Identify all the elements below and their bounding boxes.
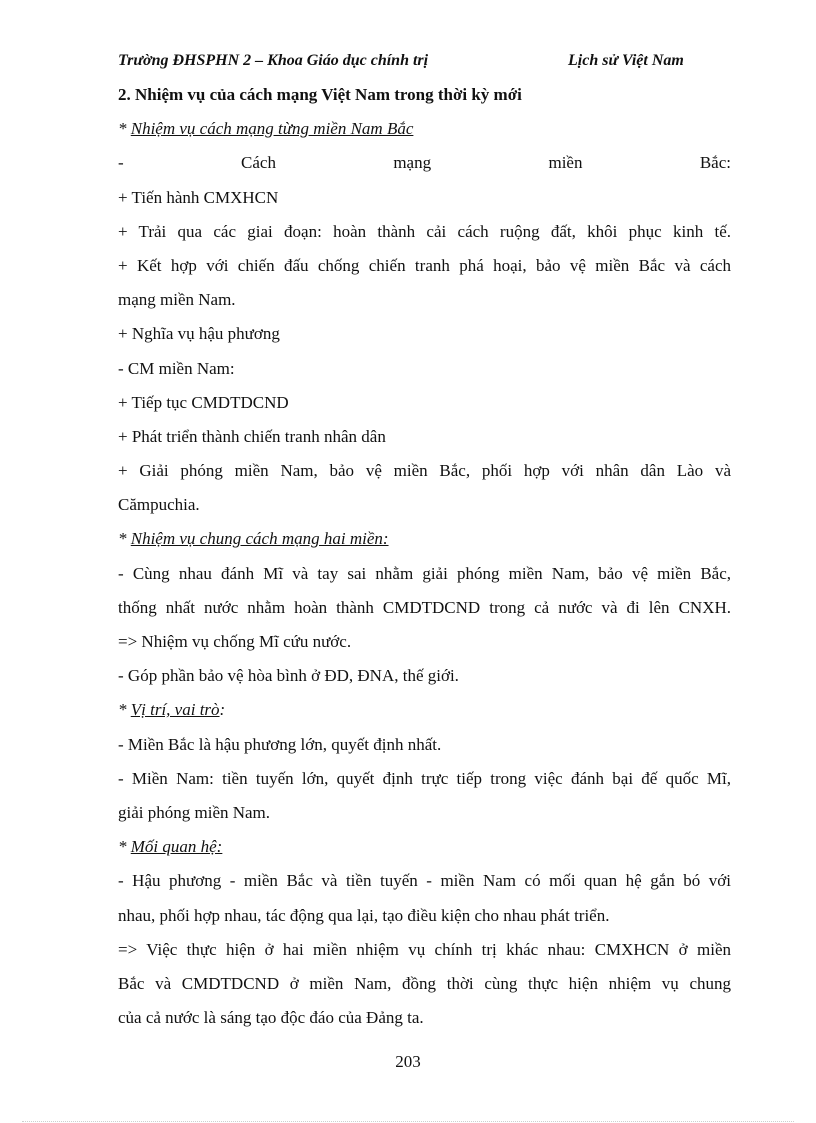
text-line: - Góp phần bảo vệ hòa bình ở ĐD, ĐNA, thế giới. xyxy=(118,666,459,686)
subheading-text: Nhiệm vụ chung cách mạng hai miền: xyxy=(130,529,389,549)
text-line: giải phóng miền Nam. xyxy=(118,802,271,822)
page-body xyxy=(118,78,731,1035)
text-line: + Trải qua các giai đoạn: hoàn thành cải cách ruộng đất, khôi phục kinh tế. xyxy=(118,221,731,241)
running-header-right: Lịch sử Việt Nam xyxy=(568,52,684,69)
bullet-star: * xyxy=(118,837,131,857)
page-bottom-divider xyxy=(22,1121,794,1122)
subheading-text: Mối quan hệ: xyxy=(130,837,223,857)
bullet-star: * xyxy=(118,119,131,139)
subheading-colon: : xyxy=(219,700,226,720)
running-header-left: Trường ĐHSPHN 2 – Khoa Giáo dục chính trị xyxy=(118,52,429,69)
text-line: - CM miền Nam: xyxy=(118,358,235,378)
section-title: 2. Nhiệm vụ của cách mạng Việt Nam trong thời kỳ mới xyxy=(118,85,522,104)
subheading-text: Vị trí, vai trò xyxy=(130,700,220,720)
text-line: + Giải phóng miền Nam, bảo vệ miền Bắc, phối hợp với nhân dân Lào và xyxy=(118,461,731,481)
subheading-relationship xyxy=(118,830,731,864)
text-line: + Phát triển thành chiến tranh nhân dân xyxy=(118,426,386,446)
text-line: mạng miền Nam. xyxy=(118,290,236,310)
subheading-regional-tasks xyxy=(118,112,731,146)
text-line: thống nhất nước nhằm hoàn thành CMDTDCND trong cả nước và đi lên CNXH. xyxy=(118,597,731,617)
text-line: nhau, phối hợp nhau, tác động qua lại, tạo điều kiện cho nhau phát triển. xyxy=(118,905,610,925)
text-line: của cả nước là sáng tạo độc đáo của Đảng ta. xyxy=(118,1008,424,1028)
subheading-position-role xyxy=(118,693,731,727)
text-line: Bắc và CMDTDCND ở miền Nam, đồng thời cùng thực hiện nhiệm vụ chung xyxy=(118,973,731,993)
bullet-star: * xyxy=(118,529,131,549)
text-line: - Hậu phương - miền Bắc và tiền tuyến - miền Nam có mối quan hệ gắn bó với xyxy=(118,871,731,891)
bullet-star: * xyxy=(118,700,131,720)
text-line: + Kết hợp với chiến đấu chống chiến tranh phá hoại, bảo vệ miền Bắc và cách xyxy=(118,255,731,275)
page-number: 203 xyxy=(395,1052,421,1071)
text-line: - Miền Nam: tiền tuyến lớn, quyết định trực tiếp trong việc đánh bại đế quốc Mĩ, xyxy=(118,768,731,788)
text-line: + Tiến hành CMXHCN xyxy=(118,187,279,207)
text-line: Cămpuchia. xyxy=(118,495,200,515)
text-line: - Cách mạng miền Bắc: xyxy=(118,153,731,173)
subheading-common-tasks xyxy=(118,522,731,556)
text-line: => Việc thực hiện ở hai miền nhiệm vụ chính trị khác nhau: CMXHCN ở miền xyxy=(118,939,731,959)
text-line: + Nghĩa vụ hậu phương xyxy=(118,324,280,344)
text-line: + Tiếp tục CMDTDCND xyxy=(118,392,289,412)
text-line: => Nhiệm vụ chống Mĩ cứu nước. xyxy=(118,632,352,651)
text-line: - Cùng nhau đánh Mĩ và tay sai nhằm giải phóng miền Nam, bảo vệ miền Bắc, xyxy=(118,563,731,583)
subheading-text: Nhiệm vụ cách mạng từng miền Nam Bắc xyxy=(130,119,414,139)
text-line: - Miền Bắc là hậu phương lớn, quyết định nhất. xyxy=(118,734,442,754)
